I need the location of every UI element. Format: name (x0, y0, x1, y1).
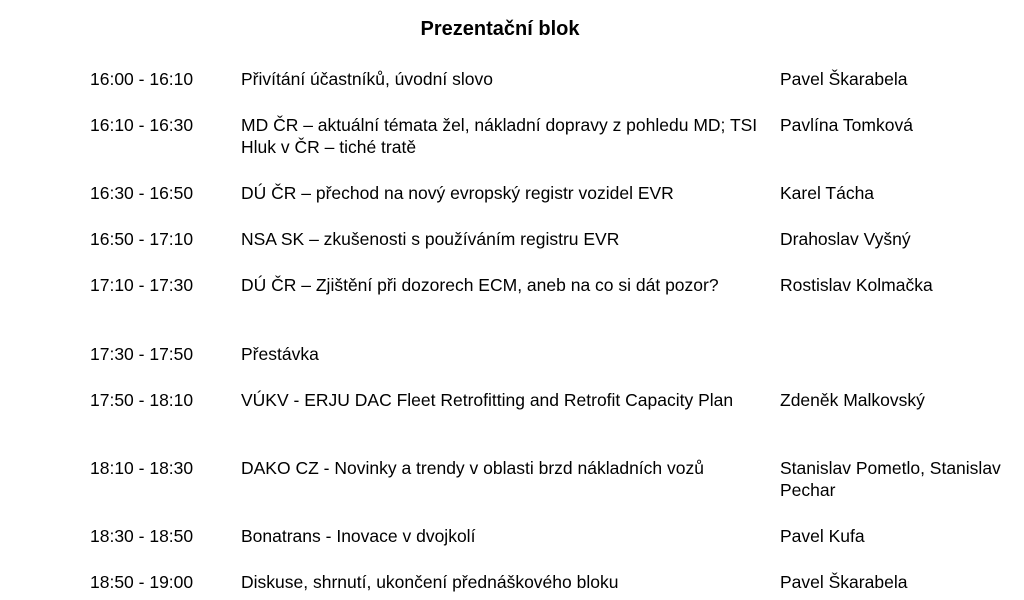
time-slot: 17:30 - 17:50 (90, 344, 194, 364)
page-title: Prezentační blok (420, 18, 580, 40)
time-slot: 17:50 - 18:10 (90, 390, 194, 410)
topic: Bonatrans - Inovace v dvojkolí (241, 526, 476, 546)
speaker: Pavel Kufa (780, 526, 865, 546)
topic: DÚ ČR – Zjištění při dozorech ECM, aneb na co si dát pozor? (241, 275, 719, 295)
topic: Přivítání účastníků, úvodní slovo (241, 69, 493, 89)
topic: DAKO CZ - Novinky a trendy v oblasti brzd nákladních vozů (241, 458, 704, 478)
topic: Diskuse, shrnutí, ukončení přednáškového bloku (241, 572, 619, 592)
topic: MD ČR – aktuální témata žel, nákladní dopravy z pohledu MD; TSI Hluk v ČR – tiché tratě (241, 115, 758, 157)
speaker: Zdeněk Malkovský (780, 390, 925, 410)
speaker: Pavel Škarabela (780, 69, 908, 89)
time-slot: 16:50 - 17:10 (90, 229, 194, 249)
speaker: Stanislav Pometlo, Stanislav Pechar (780, 458, 1001, 500)
topic: Přestávka (241, 344, 319, 364)
topic: DÚ ČR – přechod na nový evropský registr vozidel EVR (241, 183, 674, 203)
time-slot: 16:10 - 16:30 (90, 115, 194, 135)
time-slot: 16:30 - 16:50 (90, 183, 194, 203)
topic: NSA SK – zkušenosti s používáním registru EVR (241, 229, 620, 249)
speaker: Drahoslav Vyšný (780, 229, 911, 249)
speaker: Pavlína Tomková (780, 115, 913, 135)
time-slot: 18:50 - 19:00 (90, 572, 194, 592)
topic: VÚKV - ERJU DAC Fleet Retrofitting and Retrofit Capacity Plan (241, 390, 734, 410)
time-slot: 16:00 - 16:10 (90, 69, 194, 89)
time-slot: 18:30 - 18:50 (90, 526, 194, 546)
speaker: Pavel Škarabela (780, 572, 908, 592)
time-slot: 17:10 - 17:30 (90, 275, 194, 295)
speaker: Karel Tácha (780, 183, 875, 203)
speaker: Rostislav Kolmačka (780, 275, 933, 295)
time-slot: 18:10 - 18:30 (90, 458, 194, 478)
